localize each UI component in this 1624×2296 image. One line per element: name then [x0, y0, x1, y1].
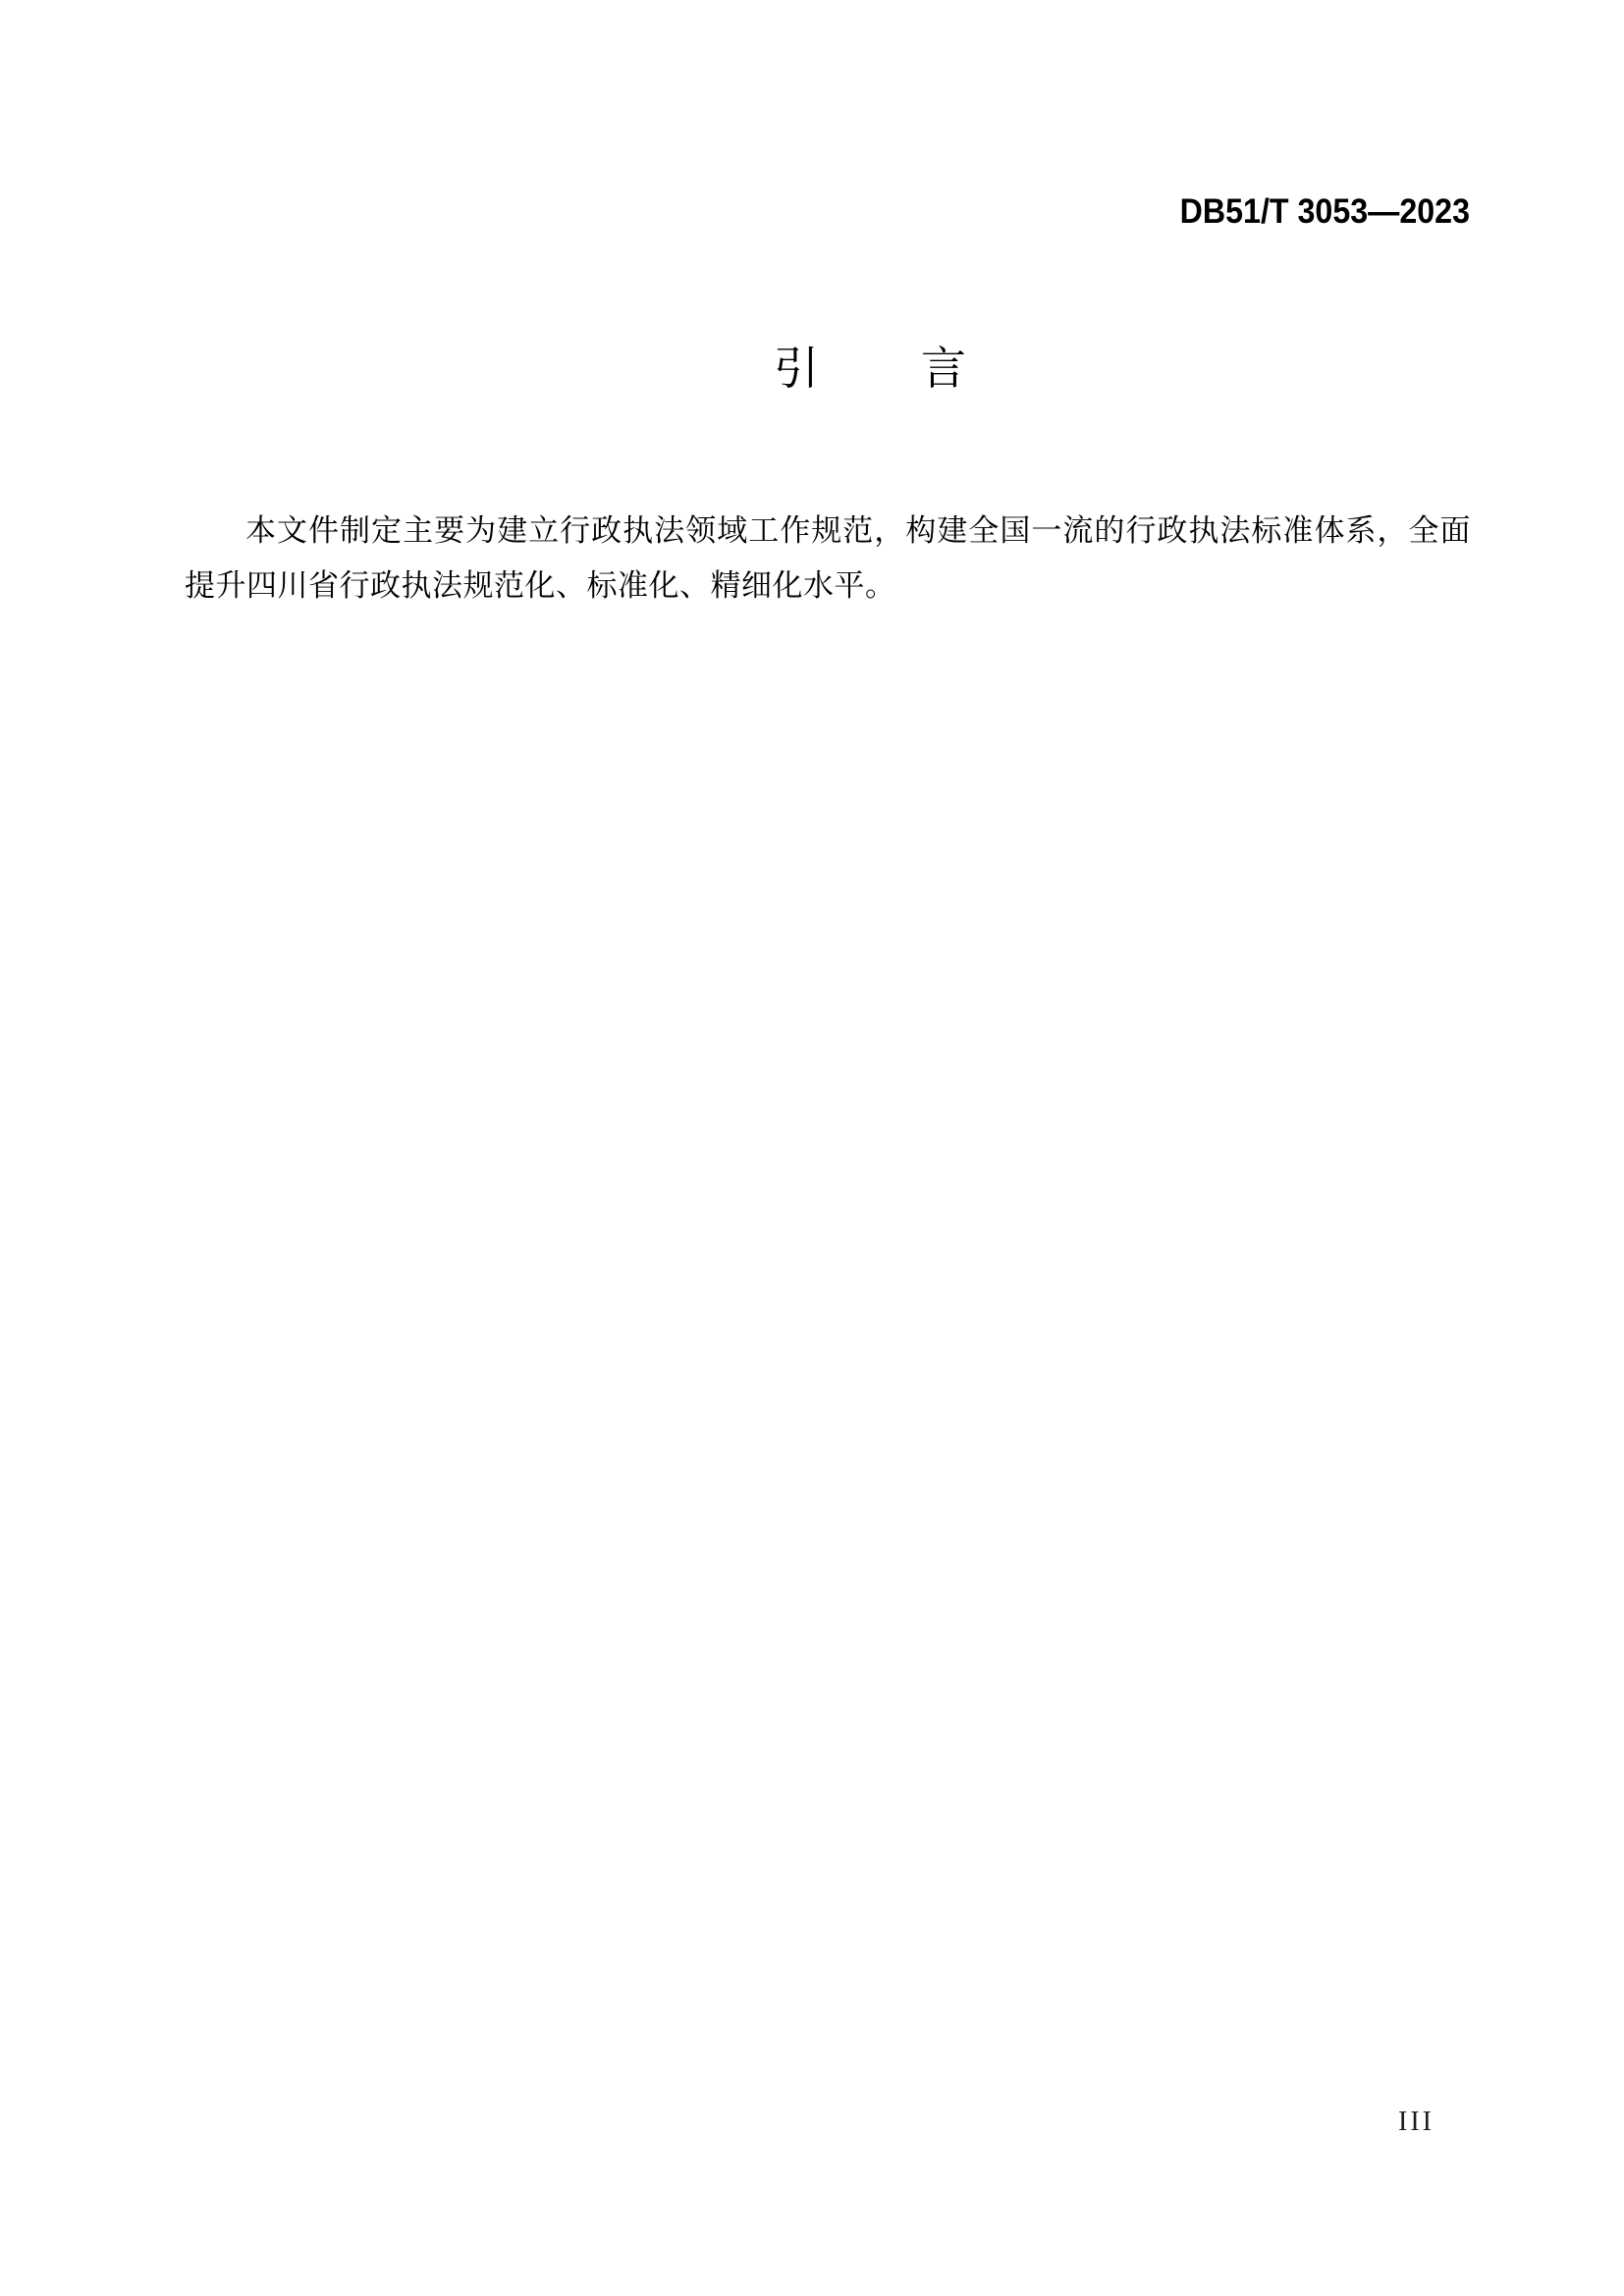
page-title — [774, 344, 966, 394]
page-number: III — [1398, 2107, 1435, 2137]
standard-code-header: DB51/T 3053—2023 — [1179, 192, 1470, 231]
page-title-char-2: 言 — [921, 343, 966, 394]
page-title-char-1: 引 — [774, 343, 819, 394]
introduction-paragraph: 本文件制定主要为建立行政执法领域工作规范，构建全国一流的行政执法标准体系，全面提升四川省行政执法规范化、标准化、精细化水平。 — [185, 513, 1471, 603]
